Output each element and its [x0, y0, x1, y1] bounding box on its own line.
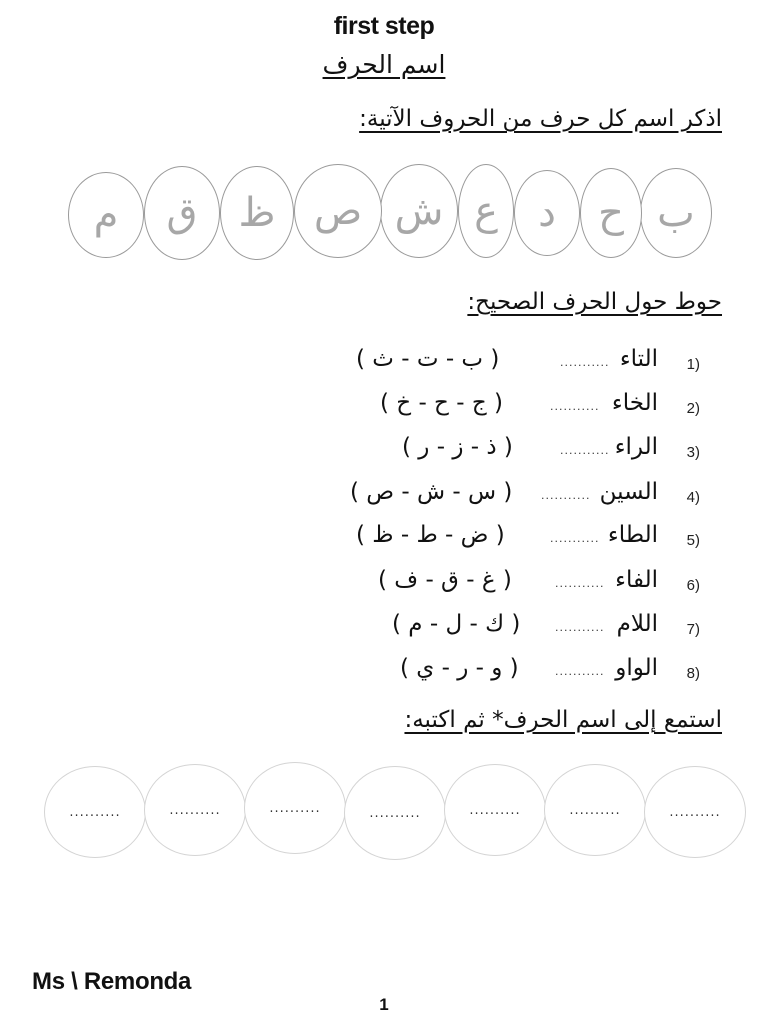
answer-circle[interactable]	[444, 764, 546, 856]
letter-name: الراء	[614, 434, 658, 460]
letter-circle	[380, 164, 458, 258]
letter-options: ( س - ش - ص )	[350, 479, 513, 505]
question-number: 6)	[686, 577, 700, 594]
question-number: 7)	[686, 621, 700, 638]
answer-blank: ..........	[269, 800, 321, 816]
question-row	[0, 479, 768, 519]
letter-name: الخاء	[611, 390, 658, 416]
answer-blank: ..........	[569, 802, 621, 818]
answer-dots: ...........	[555, 621, 605, 634]
question-number: 5)	[686, 532, 700, 549]
letter-name: التاء	[619, 346, 658, 372]
page-number: 1	[379, 995, 389, 1014]
answer-circle[interactable]	[544, 764, 646, 856]
question-number: 8)	[686, 665, 700, 682]
section3-instruction: استمع إلى اسم الحرف* ثم اكتبه:	[404, 707, 722, 733]
letter: ص	[313, 188, 363, 234]
question-number: 1)	[686, 356, 700, 373]
question-row	[0, 522, 768, 562]
answer-circle[interactable]	[344, 766, 446, 860]
letter-name: الطاء	[607, 522, 658, 548]
letter-circle	[514, 170, 580, 256]
letter-options: ( ب - ت - ث )	[356, 346, 500, 372]
letters-row	[0, 162, 768, 262]
letter-options: ( ذ - ز - ر )	[402, 434, 513, 460]
letter: د	[538, 190, 556, 236]
section2-instruction: حوط حول الحرف الصحيح:	[467, 289, 722, 315]
question-number: 3)	[686, 444, 700, 461]
answer-dots: ...........	[550, 532, 600, 545]
letter-options: ( ج - ح - خ )	[380, 390, 503, 416]
section1-heading	[359, 106, 722, 132]
letter-circle	[640, 168, 712, 258]
answer-circle[interactable]	[644, 766, 746, 858]
question-number: 4)	[686, 489, 700, 506]
letter-circle	[580, 168, 642, 258]
letter: ق	[166, 190, 198, 236]
answer-dots: ...........	[560, 356, 610, 369]
question-number: 2)	[686, 400, 700, 417]
letter-circle	[220, 166, 294, 260]
question-row	[0, 390, 768, 430]
page-subtitle	[0, 50, 768, 79]
letter-circle	[144, 166, 220, 260]
page-title: first step	[333, 12, 435, 40]
letter: م	[93, 192, 119, 238]
answer-dots: ...........	[560, 444, 610, 457]
answer-blank: ..........	[169, 802, 221, 818]
answer-blank: ..........	[469, 802, 521, 818]
subtitle-text: اسم الحرف	[322, 50, 446, 79]
letter-circle	[294, 164, 382, 258]
question-row	[0, 434, 768, 474]
letter-circle	[68, 172, 144, 258]
answer-dots: ...........	[555, 577, 605, 590]
answer-dots: ...........	[550, 400, 600, 413]
letter: ب	[657, 190, 695, 236]
answer-blank: ..........	[369, 805, 421, 821]
letter-circle	[458, 164, 514, 258]
answer-dots: ...........	[541, 489, 591, 502]
letter-name: الواو	[615, 655, 658, 681]
question-row	[0, 611, 768, 651]
blanks-row	[0, 762, 768, 862]
section2-heading	[467, 289, 722, 315]
answer-circle[interactable]	[244, 762, 346, 854]
letter: ح	[598, 190, 624, 236]
letter-name: اللام	[616, 611, 658, 637]
letter: ش	[394, 188, 444, 234]
question-row	[0, 567, 768, 607]
letter-name: السين	[599, 479, 658, 505]
question-row	[0, 346, 768, 386]
letter-options: ( غ - ق - ف )	[378, 567, 512, 593]
letter-options: ( و - ر - ي )	[400, 655, 519, 681]
letter: ظ	[238, 190, 276, 236]
section1-instruction: اذكر اسم كل حرف من الحروف الآتية:	[359, 106, 722, 132]
letter-options: ( ض - ط - ظ )	[356, 522, 505, 548]
answer-dots: ...........	[555, 665, 605, 678]
question-row	[0, 655, 768, 695]
letter: ع	[474, 188, 498, 234]
answer-blank: ..........	[69, 804, 121, 820]
author-name: Ms \ Remonda	[32, 968, 192, 995]
answer-circle[interactable]	[44, 766, 146, 858]
letter-options: ( ك - ل - م )	[392, 611, 521, 637]
answer-blank: ..........	[669, 804, 721, 820]
answer-circle[interactable]	[144, 764, 246, 856]
letter-name: الفاء	[615, 567, 658, 593]
section3-heading	[404, 707, 722, 733]
